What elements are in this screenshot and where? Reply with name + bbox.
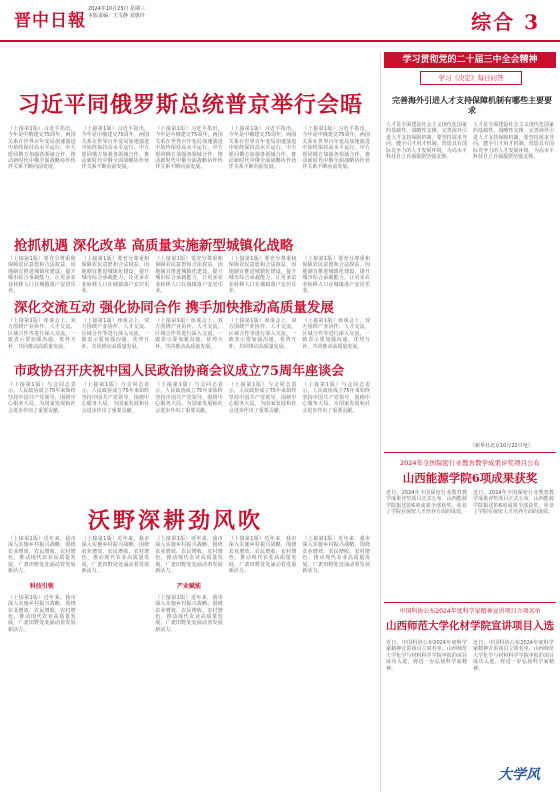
article-5-body: [8, 536, 370, 794]
article-1-lede: （上接第1版）习近平指出，今年是中俄建交75周年，两国关系在世界百年变局加速演进中始终保持高水平运行。中方愿同俄方加强各领域合作，推动新时代中俄全面战略协作伙伴关系不断向前发展。: [8, 126, 76, 171]
article-2-body: [8, 256, 370, 295]
article-5-paragraph: （上接第1版）近年来，我市深入实施乡村振兴战略，围绕农业增效、农民增收、农村增色，推动现代农业高质量发展，广袤田野处处涌动着发展新活力。: [155, 594, 223, 633]
article-5-subhead-right: 产业赋能: [176, 583, 201, 591]
sidebar-source: （新华社北京10月22日电）: [470, 443, 533, 449]
article-2-col: （上接第1版）要充分尊重和保障农民意愿和合法权益，因地制宜推进城镇化建设，提升城市综合承载能力，让更多农业转移人口在城镇落户安居乐业。: [155, 256, 223, 295]
box1-title: 山西能源学院6项成果获奖: [402, 471, 538, 485]
article-3-title: 深化交流互动 强化协同合作 携手加快推动高质量发展: [14, 300, 334, 316]
article-5-col: （上接第1版）近年来，我市深入实施乡村振兴战略，围绕农业增效、农民增收、农村增色，推动现代农业高质量发展，广袤田野处处涌动着发展新活力。: [302, 536, 370, 575]
article-5-col: [8, 536, 76, 794]
article-4-col: （上接第1版）与会同志表示，人民政协成立75年来始终坚持中国共产党领导，围绕中心服务大局，为国家发展和社会进步作出了重要贡献。: [302, 382, 370, 414]
article-3-body: [8, 318, 370, 348]
article-4-col: （上接第1版）与会同志表示，人民政协成立75年来始终坚持中国共产党领导，围绕中心服务大局，为国家发展和社会进步作出了重要贡献。: [228, 382, 297, 414]
article-2-col: （上接第1版）要充分尊重和保障农民意愿和合法权益，因地制宜推进城镇化建设，提升城市综合承载能力，让更多农业转移人口在城镇落户安居乐业。: [302, 256, 370, 295]
sidebar-body: [386, 122, 554, 440]
box2-col: 近日，中国科协公布2024年度科学家精神宣讲项目立项名单，山西师范大学化学与材料科学学院申报的项目成功入选，将进一步弘扬科学家精神。: [473, 640, 554, 672]
article-2-title: 抢抓机遇 深化改革 高质量实施新型城镇化战略: [14, 238, 294, 254]
article-4-col: （上接第1版）与会同志表示，人民政协成立75年来始终坚持中国共产党领导，围绕中心服务大局，为国家发展和社会进步作出了重要贡献。: [155, 382, 223, 414]
box1-intro: 2024年全国保密行业教育教学成果评奖项目公布: [399, 459, 541, 467]
article-5-paragraph: （上接第1版）近年来，我市深入实施乡村振兴战略，围绕农业增效、农民增收、农村增色，推动现代农业高质量发展，广袤田野处处涌动着发展新活力。: [8, 594, 76, 633]
article-3-col: （上接第1版）座谈会上，双方围绕产业协作、人才交流、区域合作等进行深入交流，一致表示要加强沟通、优势互补，共同推动高质量发展。: [155, 318, 223, 350]
sidebar-col: 人才是全面建设社会主义现代化国家的基础性、战略性支撑。完善海外引进人才支持保障机制，要坚持需求导向，健全引才用才机制，营造具有国际竞争力的人才发展环境，为高水平科技自立自强提供坚强支撑。: [473, 122, 554, 161]
article-1-col: （上接第1版）习近平指出，今年是中俄建交75周年，两国关系在世界百年变局加速演进中始终保持高水平运行。中方愿同俄方加强各领域合作，推动新时代中俄全面战略协作伙伴关系不断向前发展。: [155, 126, 223, 171]
sidebar-subbanner: 学习《决定》每日问答: [420, 71, 522, 85]
date-line: 2024年10月23日 星期三: [88, 6, 146, 12]
article-5-col: （上接第1版）近年来，我市深入实施乡村振兴战略，围绕农业增效、农民增收、农村增色，推动现代农业高质量发展，广袤田野处处涌动着发展新活力。: [81, 536, 150, 575]
article-4-lede: （上接第1版）与会同志表示，人民政协成立75年来始终坚持中国共产党领导，围绕中心服务大局，为国家发展和社会进步作出了重要贡献。: [8, 382, 76, 414]
article-1-col: （上接第1版）习近平指出，今年是中俄建交75周年，两国关系在世界百年变局加速演进中始终保持高水平运行。中方愿同俄方加强各领域合作，推动新时代中俄全面战略协作伙伴关系不断向前发展。: [228, 126, 297, 171]
article-3-lede: （上接第1版）座谈会上，双方围绕产业协作、人才交流、区域合作等进行深入交流，一致表示要加强沟通、优势互补，共同推动高质量发展。: [8, 318, 76, 350]
article-4-body: [8, 382, 370, 492]
box1-col: 近日，2024年全国保密行业教育教学成果评奖项目正式公布，山西能源学院报送的6项成果全部获奖，彰显了学院在保密人才培养方面的成效。: [386, 490, 467, 516]
article-3-col: （上接第1版）座谈会上，双方围绕产业协作、人才交流、区域合作等进行深入交流，一致表示要加强沟通、优势互补，共同推动高质量发展。: [228, 318, 297, 350]
article-5-title: 沃野深耕劲风吹: [88, 508, 264, 534]
editor-line: 本版责编：王文静 刘惠玲: [88, 13, 145, 19]
sidebar-banner: 学习贯彻党的二十届三中全会精神: [384, 52, 556, 68]
box2-rule: [384, 602, 556, 603]
box1-body: [386, 490, 554, 566]
newspaper-logo: 晋中日報: [14, 11, 86, 31]
box2-body: [386, 640, 554, 760]
article-1-col: （上接第1版）习近平指出，今年是中俄建交75周年，两国关系在世界百年变局加速演进中始终保持高水平运行。中方愿同俄方加强各领域合作，推动新时代中俄全面战略协作伙伴关系不断向前发展。: [81, 126, 150, 171]
box2-intro: 中国科协公布2024年度科学家精神宣讲项目立项名单: [399, 608, 541, 615]
box2-stamp: 大学风: [498, 767, 540, 783]
article-5-paragraph: （上接第1版）近年来，我市深入实施乡村振兴战略，围绕农业增效、农民增收、农村增色，推动现代农业高质量发展，广袤田野处处涌动着发展新活力。: [155, 536, 223, 575]
column-divider: [380, 52, 381, 792]
article-2-col: （上接第1版）要充分尊重和保障农民意愿和合法权益，因地制宜推进城镇化建设，提升城市综合承载能力，让更多农业转移人口在城镇落户安居乐业。: [228, 256, 297, 295]
article-2-lede: （上接第1版）要充分尊重和保障农民意愿和合法权益，因地制宜推进城镇化建设，提升城市综合承载能力，让更多农业转移人口在城镇落户安居乐业。: [8, 256, 76, 295]
article-5-col: [155, 536, 223, 794]
article-4-title: 市政协召开庆祝中国人民政治协商会议成立75周年座谈会: [14, 364, 345, 379]
article-1-col: （上接第1版）习近平指出，今年是中俄建交75周年，两国关系在世界百年变局加速演进中始终保持高水平运行。中方愿同俄方加强各领域合作，推动新时代中俄全面战略协作伙伴关系不断向前发展。: [302, 126, 370, 171]
article-3-col: （上接第1版）座谈会上，双方围绕产业协作、人才交流、区域合作等进行深入交流，一致表示要加强沟通、优势互补，共同推动高质量发展。: [302, 318, 370, 350]
article-2-col: （上接第1版）要充分尊重和保障农民意愿和合法权益，因地制宜推进城镇化建设，提升城市综合承载能力，让更多农业转移人口在城镇落户安居乐业。: [81, 256, 150, 295]
article-3-col: （上接第1版）座谈会上，双方围绕产业协作、人才交流、区域合作等进行深入交流，一致表示要加强沟通、优势互补，共同推动高质量发展。: [81, 318, 150, 350]
article-5-col: （上接第1版）近年来，我市深入实施乡村振兴战略，围绕农业增效、农民增收、农村增色，推动现代农业高质量发展，广袤田野处处涌动着发展新活力。: [228, 536, 297, 575]
article-4-col: （上接第1版）与会同志表示，人民政协成立75年来始终坚持中国共产党领导，围绕中心服务大局，为国家发展和社会进步作出了重要贡献。: [81, 382, 150, 414]
article-5-subhead-left: 科技引领: [29, 583, 54, 591]
box2-title: 山西师范大学化材学院宣讲项目入选: [386, 620, 554, 632]
masthead-meta: [88, 6, 208, 20]
article-5-lede: （上接第1版）近年来，我市深入实施乡村振兴战略，围绕农业增效、农民增收、农村增色，推动现代农业高质量发展，广袤田野处处涌动着发展新活力。: [8, 536, 76, 575]
article-1-title: 习近平同俄罗斯总统普京举行会晤: [18, 92, 364, 118]
article-1-body: [8, 126, 370, 212]
masthead: [0, 0, 560, 42]
section-label: 综合 3: [471, 10, 540, 34]
box1-rule: [384, 452, 556, 453]
sidebar-question: 完善海外引进人才支持保障机制有哪些主要要求: [392, 96, 552, 115]
sidebar-col: 人才是全面建设社会主义现代化国家的基础性、战略性支撑。完善海外引进人才支持保障机制，要坚持需求导向，健全引才用才机制，营造具有国际竞争力的人才发展环境，为高水平科技自立自强提供坚强支撑。: [386, 122, 467, 161]
box2-col: 近日，中国科协公布2024年度科学家精神宣讲项目立项名单，山西师范大学化学与材料科学学院申报的项目成功入选，将进一步弘扬科学家精神。: [386, 640, 467, 672]
box1-col: 近日，2024年全国保密行业教育教学成果评奖项目正式公布，山西能源学院报送的6项成果全部获奖，彰显了学院在保密人才培养方面的成效。: [473, 490, 554, 516]
